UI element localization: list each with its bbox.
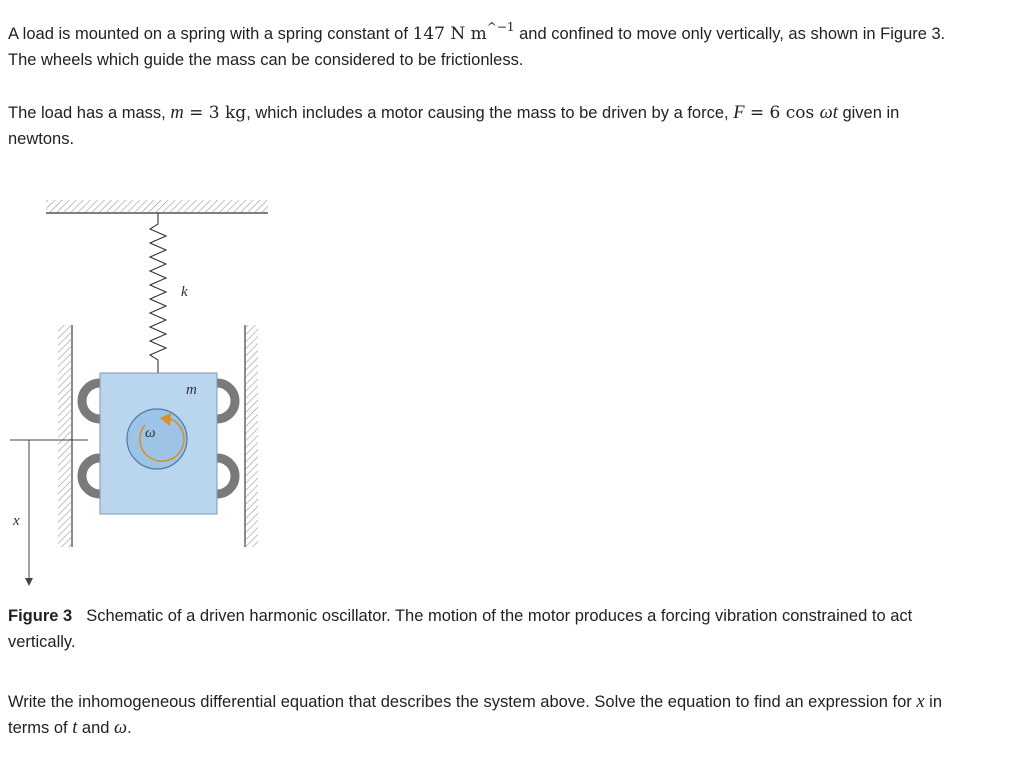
- intro-text: The wheels which guide the mass can be considered to be frictionless.: [8, 50, 524, 69]
- x-label: x: [13, 513, 20, 529]
- caption-text: vertically.: [8, 632, 76, 651]
- omega-symbol: ω: [114, 717, 128, 738]
- intro-paragraph-2: [8, 101, 1016, 152]
- intro-text: given in: [837, 104, 900, 122]
- question-paragraph: [8, 690, 1016, 741]
- force-symbol: F: [733, 103, 745, 123]
- figure-caption: [8, 604, 1016, 655]
- t-symbol: t: [72, 717, 78, 738]
- ceiling-hatch: [46, 200, 268, 212]
- intro-text: and confined to move only vertically, as shown in Figure 3.: [514, 25, 946, 43]
- caption-text: Schematic of a driven harmonic oscillator. The motion of the motor produces a forcing vibration constrained to act: [86, 607, 913, 625]
- question-text: terms of: [8, 718, 73, 737]
- intro-text: A load is mounted on a spring with a spring constant of: [8, 25, 413, 43]
- left-wall-hatch: [58, 325, 71, 547]
- question-text: and: [77, 718, 115, 737]
- force-expression: = 6 cos: [744, 103, 820, 123]
- intro-paragraph-1: [8, 15, 1016, 73]
- m-label: m: [186, 382, 197, 398]
- x-axis-arrowhead: [25, 578, 33, 586]
- question-text: Write the inhomogeneous differential equation that describes the system above. Solve the equation to find an expression for: [8, 693, 917, 711]
- right-wall-hatch: [245, 325, 258, 547]
- wheel-right-bottom: [217, 458, 235, 494]
- wheel-left-top: [82, 383, 100, 419]
- spring-constant: 147 N m: [412, 24, 487, 44]
- x-symbol: x: [916, 692, 925, 712]
- wheel-right-top: [217, 383, 235, 419]
- omega-t: ωt: [819, 103, 838, 123]
- intro-text: The load has a mass,: [8, 104, 171, 122]
- intro-text: newtons.: [8, 129, 75, 148]
- question-text: in: [924, 693, 943, 711]
- caption-number: Figure 3: [8, 607, 73, 625]
- question-text: .: [127, 718, 132, 737]
- oscillator-figure: [0, 190, 290, 590]
- k-label: k: [181, 284, 188, 300]
- intro-text: , which includes a motor causing the mass to be driven by a force,: [246, 104, 734, 122]
- omega-label: ω: [145, 425, 156, 441]
- mass-symbol: m: [170, 103, 184, 123]
- wheel-left-bottom: [82, 458, 100, 494]
- spring: [150, 213, 166, 373]
- mass-value: = 3 kg: [183, 103, 247, 123]
- spring-constant-exponent: ^−1: [486, 20, 515, 34]
